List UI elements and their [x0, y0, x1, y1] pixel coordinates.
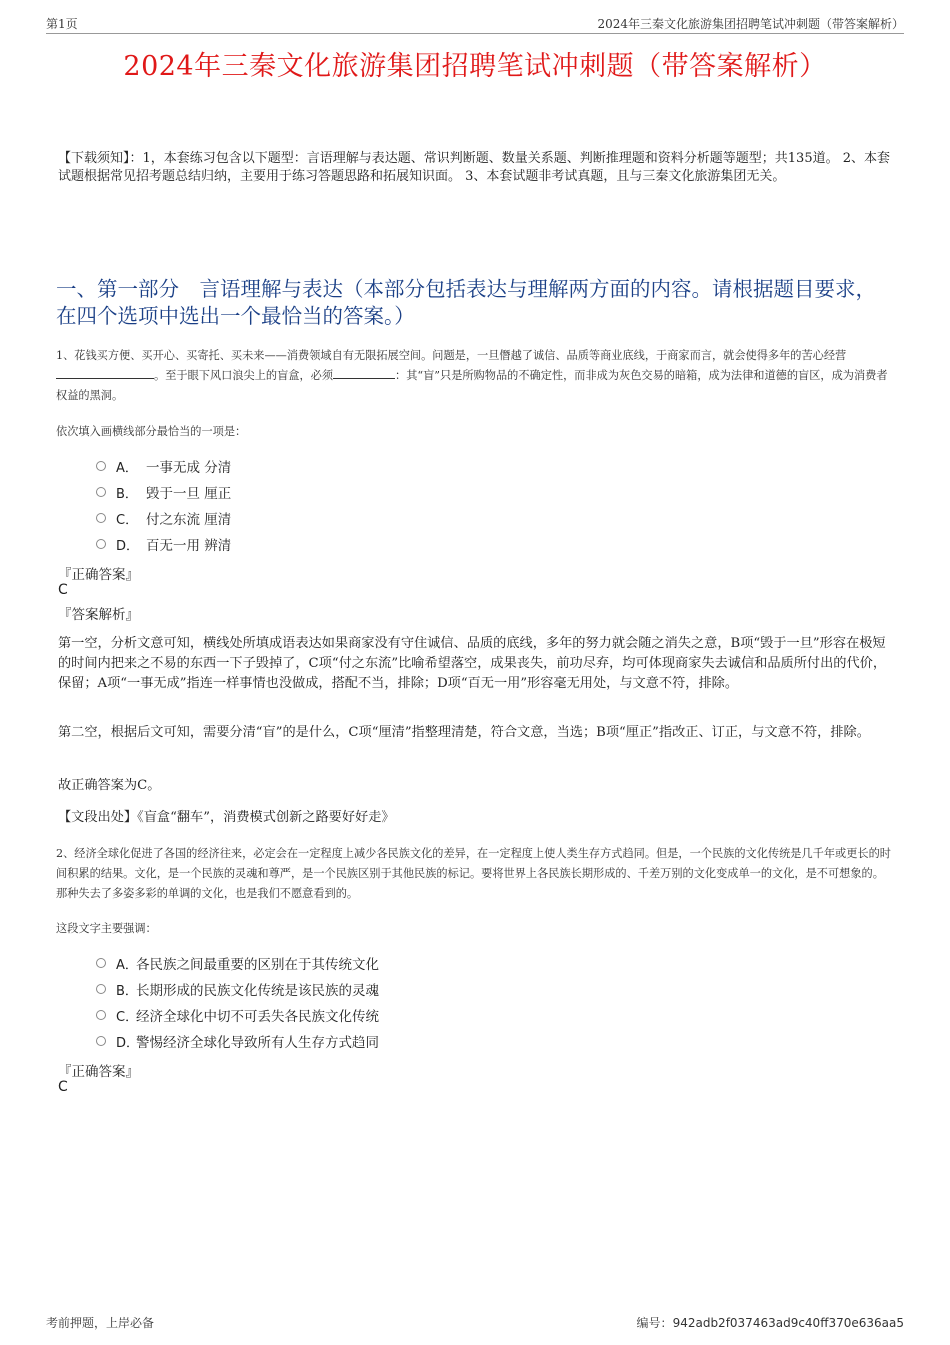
q1-option-c[interactable] [96, 508, 231, 528]
radio-icon[interactable] [96, 1010, 106, 1020]
q2-answer: C [58, 1079, 68, 1095]
option-letter: B． [116, 983, 138, 999]
q2-option-b[interactable] [96, 979, 379, 999]
radio-icon[interactable] [96, 984, 106, 994]
radio-icon[interactable] [96, 958, 106, 968]
option-label: 付之东流 厘清 [146, 512, 232, 528]
q1-analysis-conclusion: 故正确答案为C。 [58, 778, 161, 793]
q1-option-b[interactable] [96, 482, 231, 502]
option-letter: D． [116, 538, 140, 554]
download-notice: 【下载须知】：1，本套练习包含以下题型：言语理解与表达题、常识判断题、数量关系题、判断推理题和资料分析题等题型；共135道。 2、本套试题根据常见招考题总结归纳，主要用于练习答题思路和拓展知识面。 3、本套试题非考试真题，且与三秦文化旅游集团无关。 [58, 151, 890, 184]
q2-option-a[interactable] [96, 953, 379, 973]
q1-option-a[interactable] [96, 456, 231, 476]
page-number: 第1页 [46, 17, 78, 31]
question-1-text-part-b: 。至于眼下风口浪尖上的盲盒，必须 [154, 369, 334, 382]
option-label: 各民族之间最重要的区别在于其传统文化 [136, 957, 379, 973]
option-label: 百无一用 辨清 [146, 538, 232, 554]
document-title: 2024年三秦文化旅游集团招聘笔试冲刺题（带答案解析） [123, 51, 827, 82]
question-2-prompt: 这段文字主要强调： [56, 922, 157, 935]
q1-analysis-paragraph-1: 第一空，分析文意可知，横线处所填成语表达如果商家没有守住诚信、品质的底线，多年的努力就会随之消失之意，B项“毁于一旦”形容在极短的时间内把来之不易的东西一下子毁掉了，C项“付之东流”比喻希望落空，成果丧失，前功尽弃，均可体现商家失去诚信和品质所付出的代价，保留；A项“一事无成”指连一样事情也没做成，搭配不当，排除；D项“百无一用”形容毫无用处，与文意不符，排除。 [58, 636, 887, 691]
q1-source: 【文段出处】《盲盒“翻车”，消费模式创新之路要好好走》 [58, 810, 395, 825]
footer-slogan: 考前押题，上岸必备 [46, 1316, 155, 1330]
q1-option-d[interactable] [96, 534, 231, 554]
q2-option-d[interactable] [96, 1031, 379, 1051]
question-2-text: 2、经济全球化促进了各国的经济往来，必定会在一定程度上减少各民族文化的差异，在一定程度上使人类生存方式趋同。但是，一个民族的文化传统是几千年或更长的时间积累的结果。文化，是一个民族的灵魂和尊严，是一个民族区别于其他民族的标记。要将世界上各民族长期形成的、千差万别的文化变成单一的文化，是不可想象的。那种失去了多姿多彩的单调的文化，也是我们不愿意看到的。 [56, 847, 891, 900]
header-divider [46, 33, 904, 34]
option-label: 经济全球化中切不可丢失各民族文化传统 [136, 1009, 379, 1025]
q1-answer-heading: 『正确答案』 [58, 567, 139, 583]
question-1-text [56, 346, 894, 406]
radio-icon[interactable] [96, 513, 106, 523]
option-label: 警惕经济全球化导致所有人生存方式趋同 [136, 1035, 379, 1051]
fill-blank-1 [56, 367, 154, 379]
option-letter: B． [116, 486, 138, 502]
radio-icon[interactable] [96, 539, 106, 549]
option-letter: A． [116, 460, 138, 476]
option-letter: A． [116, 957, 138, 973]
question-1-text-part-a: 1、花钱买方便、买开心、买寄托、买未来——消费领域自有无限拓展空间。问题是，一旦僭越了诚信、品质等商业底线，于商家而言，就会使得多年的苦心经营 [56, 349, 847, 362]
question-1-prompt: 依次填入画横线部分最恰当的一项是： [56, 425, 247, 438]
running-header-title: 2024年三秦文化旅游集团招聘笔试冲刺题（带答案解析） [597, 17, 904, 31]
fill-blank-2 [333, 367, 395, 379]
footer-code [637, 1314, 904, 1331]
radio-icon[interactable] [96, 487, 106, 497]
radio-icon[interactable] [96, 461, 106, 471]
section-heading: 一、第一部分 言语理解与表达（本部分包括表达与理解两方面的内容。请根据题目要求，在四个选项中选出一个最恰当的答案。） [56, 277, 876, 328]
q2-option-c[interactable] [96, 1005, 379, 1025]
option-label: 长期形成的民族文化传统是该民族的灵魂 [136, 983, 379, 999]
footer-code-label: 编号： [636, 1316, 673, 1330]
footer-code-value: 942adb2f037463ad9c40ff370e636aa5 [672, 1316, 904, 1330]
option-letter: C． [116, 1009, 139, 1025]
option-label: 一事无成 分清 [146, 460, 232, 476]
q1-answer: C [58, 582, 68, 598]
option-letter: D． [116, 1035, 140, 1051]
q2-answer-heading: 『正确答案』 [58, 1064, 139, 1080]
option-letter: C． [116, 512, 139, 528]
option-label: 毁于一旦 厘正 [146, 486, 232, 502]
question-1-text-part-c: ：其“盲”只是所购物品的不确定性，而非成为灰色交易的暗箱，成为法律和道德的盲区，成为消费者权益的黑洞。 [56, 369, 888, 402]
q1-analysis-heading: 『答案解析』 [58, 607, 139, 623]
radio-icon[interactable] [96, 1036, 106, 1046]
q1-analysis-paragraph-2: 第二空，根据后文可知，需要分清“盲”的是什么，C项“厘清”指整理清楚，符合文意，当选；B项“厘正”指改正、订正，与文意不符，排除。 [58, 725, 870, 740]
